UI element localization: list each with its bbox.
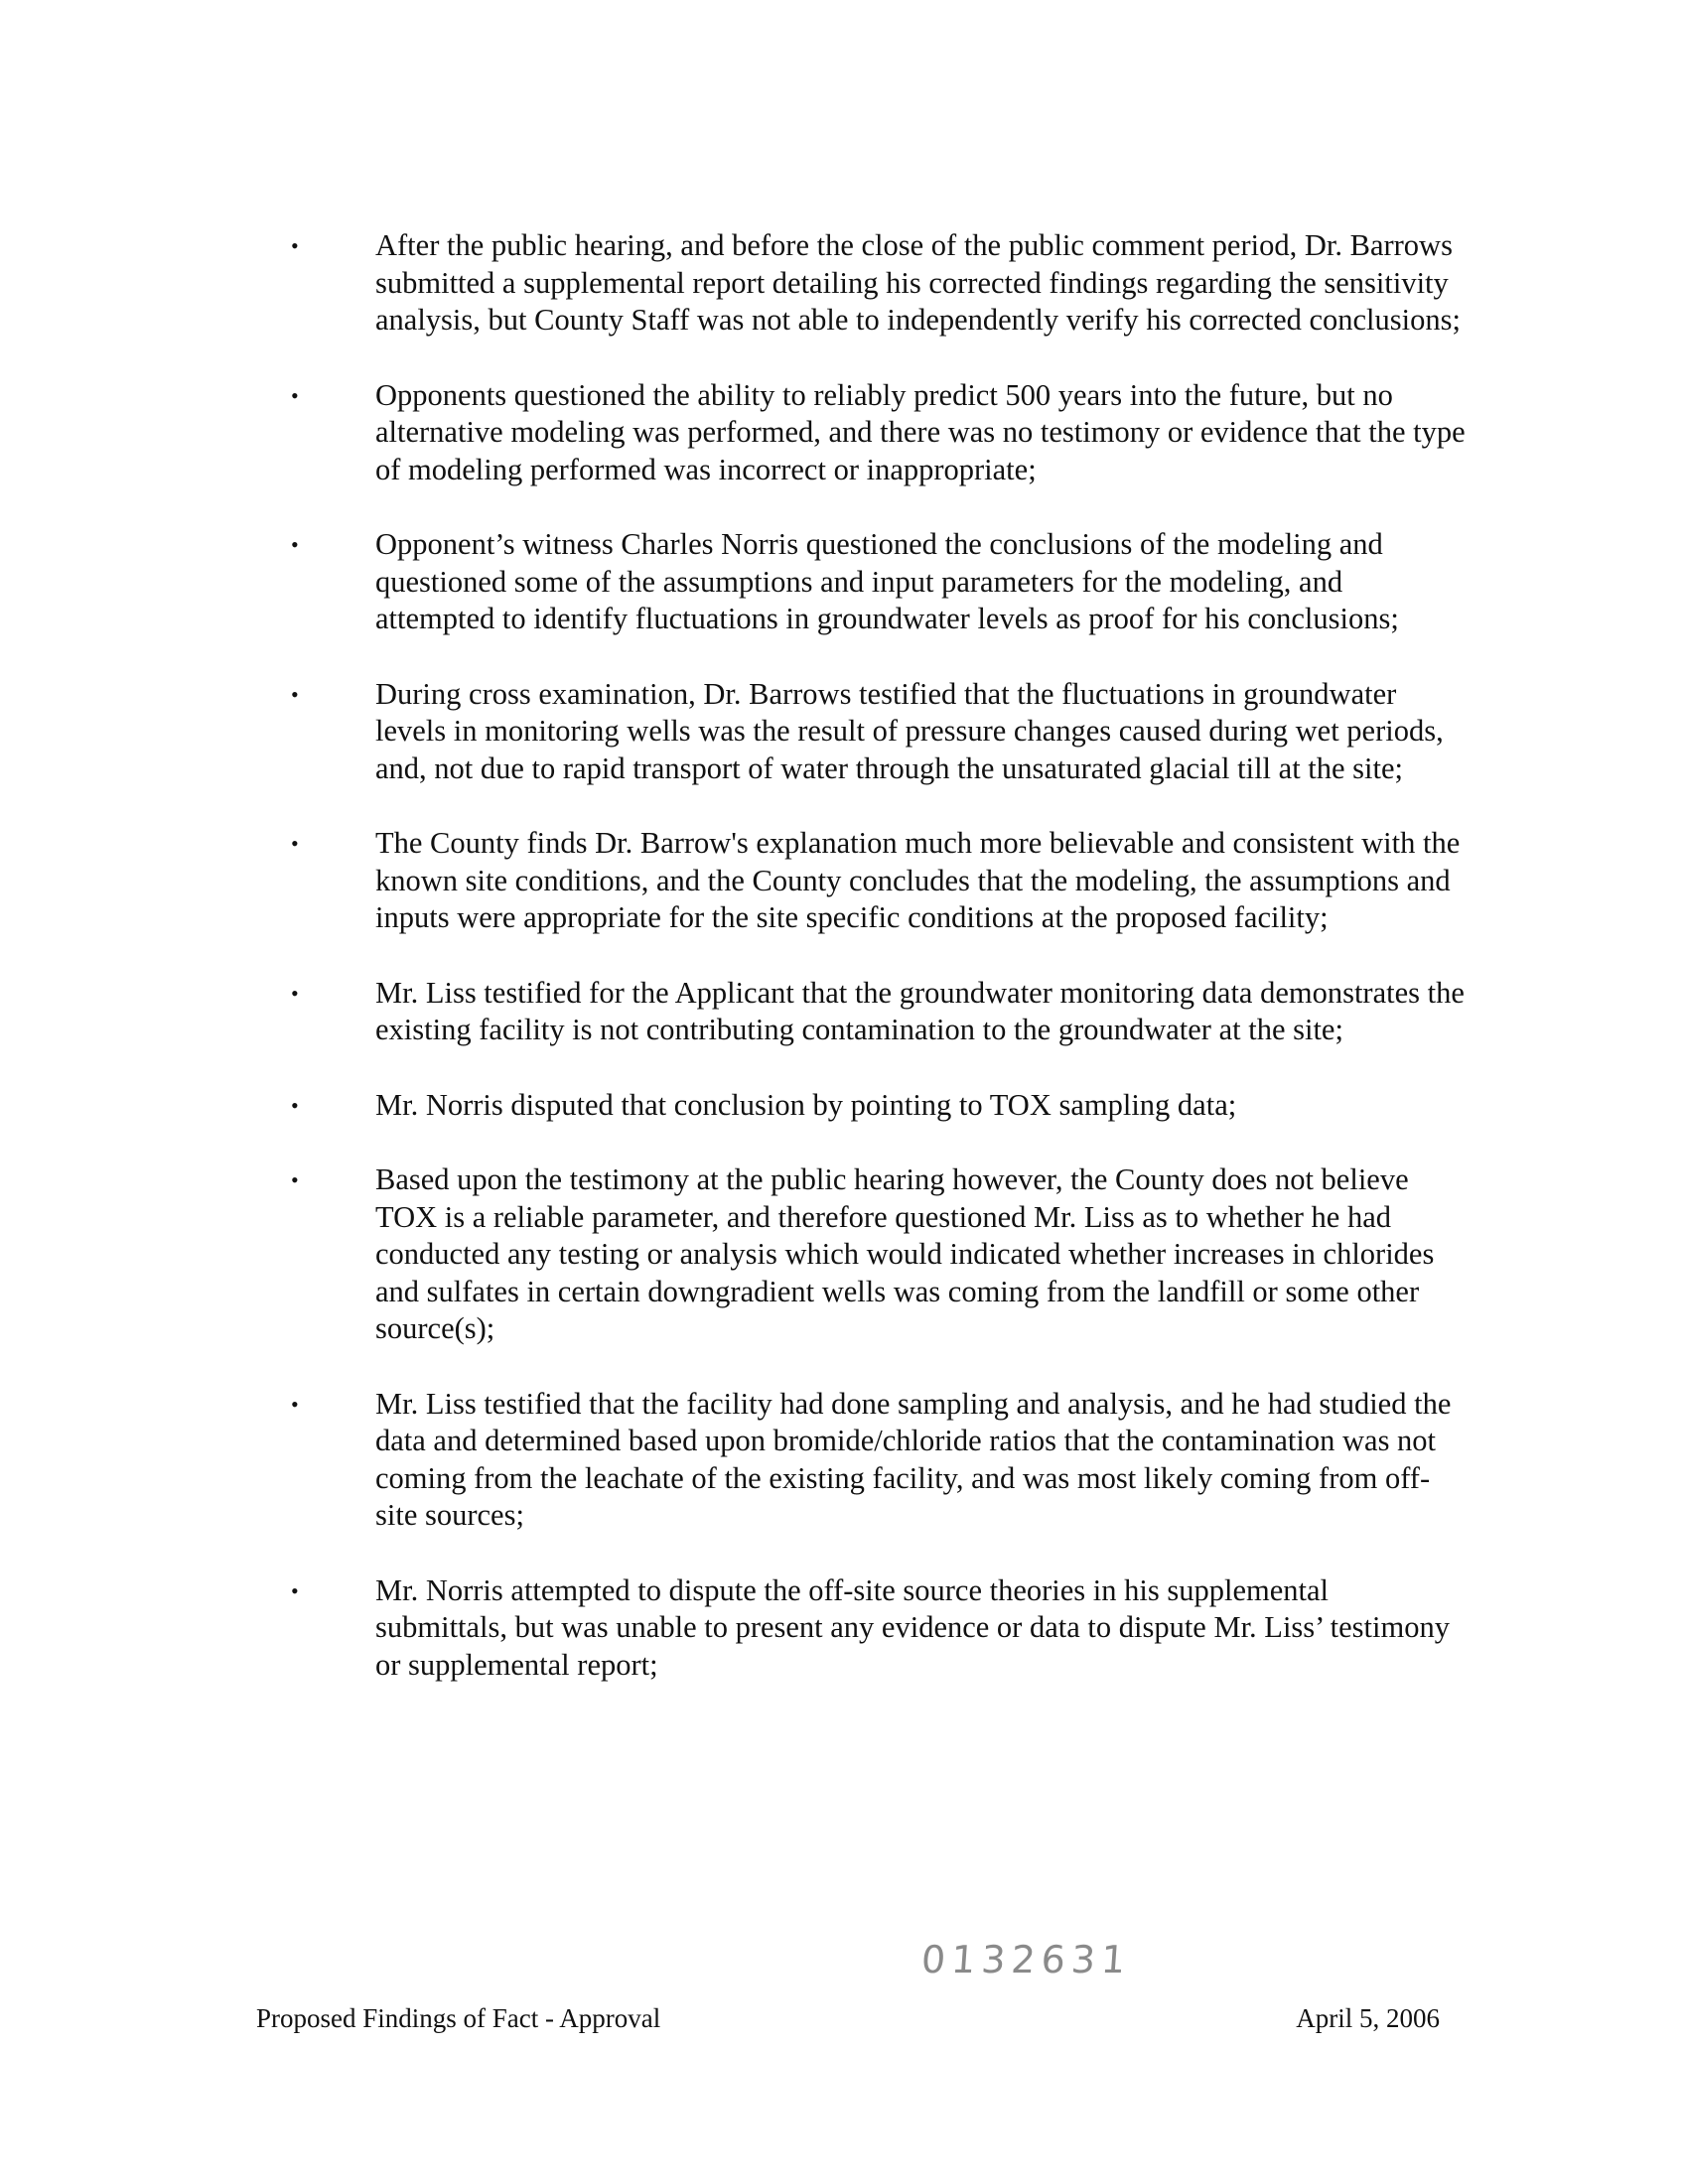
bullet-icon: • bbox=[291, 233, 299, 258]
list-item bbox=[280, 975, 1472, 1049]
list-item bbox=[280, 825, 1472, 937]
list-item bbox=[280, 1087, 1472, 1125]
document-stamp-number: 0132631 bbox=[919, 1938, 1133, 1981]
list-item-text: Mr. Norris attempted to dispute the off-site source theories in his supplemental submittals, but was unable to present any evidence or data to dispute Mr. Liss’ testimony or supplemental report; bbox=[375, 1572, 1450, 1682]
bullet-icon: • bbox=[291, 1391, 299, 1417]
bullet-icon: • bbox=[291, 532, 299, 557]
list-item-text: Based upon the testimony at the public hearing however, the County does not believe TOX is a reliable parameter, and therefore questioned Mr. Liss as to whether he had conducted any testing or analysis which would indicated whether increases in chlorides and sulfates in certain downgradient wells was coming from the landfill or some other source(s); bbox=[375, 1162, 1435, 1345]
list-item-text: During cross examination, Dr. Barrows testified that the fluctuations in groundwater levels in monitoring wells was the result of pressure changes caused during wet periods, and, not due to rapid transport of water through the unsaturated glacial till at the site; bbox=[375, 676, 1444, 785]
list-item-text: Mr. Norris disputed that conclusion by pointing to TOX sampling data; bbox=[375, 1087, 1237, 1122]
list-item bbox=[280, 1161, 1472, 1348]
list-item bbox=[280, 1572, 1472, 1685]
bullet-icon: • bbox=[291, 1167, 299, 1192]
bullet-icon: • bbox=[291, 681, 299, 707]
list-item-text: Opponents questioned the ability to reliably predict 500 years into the future, but no alternative modeling was performed, and there was no testimony or evidence that the type of modeling performed was incorrect or inappropriate; bbox=[375, 377, 1466, 486]
list-item-text: The County finds Dr. Barrow's explanation much more believable and consistent with the known site conditions, and the County concludes that the modeling, the assumptions and inputs were appropriate for the site specific conditions at the proposed facility; bbox=[375, 826, 1461, 934]
list-item-text: Opponent’s witness Charles Norris questioned the conclusions of the modeling and questioned some of the assumptions and input parameters for the modeling, and attempted to identify fluctuations in groundwater levels as proof for his conclusions; bbox=[375, 527, 1399, 635]
list-item-text: Mr. Liss testified for the Applicant that the groundwater monitoring data demonstrates the existing facility is not contributing contamination to the groundwater at the site; bbox=[375, 975, 1465, 1046]
list-item-text: After the public hearing, and before the close of the public comment period, Dr. Barrows submitted a supplemental report detailing his corrected findings regarding the sensitivity analysis, but County Staff was not able to independently verify his corrected conclusions; bbox=[375, 228, 1461, 337]
bullet-icon: • bbox=[291, 980, 299, 1006]
list-item bbox=[280, 526, 1472, 638]
list-item bbox=[280, 1386, 1472, 1535]
list-item bbox=[280, 377, 1472, 489]
bullet-icon: • bbox=[291, 1092, 299, 1118]
list-item bbox=[280, 676, 1472, 788]
footer-title: Proposed Findings of Fact - Approval bbox=[256, 2003, 661, 2033]
footer-date: April 5, 2006 bbox=[1296, 2003, 1440, 2033]
bullet-icon: • bbox=[291, 1577, 299, 1603]
findings-list bbox=[280, 227, 1472, 1721]
list-item-text: Mr. Liss testified that the facility had done sampling and analysis, and he had studied the data and determined based upon bromide/chloride ratios that the contamination was not coming from the leachate of the existing facility, and was most likely coming from off-site sources; bbox=[375, 1386, 1452, 1532]
bullet-icon: • bbox=[291, 382, 299, 408]
bullet-icon: • bbox=[291, 831, 299, 856]
list-item bbox=[280, 227, 1472, 340]
